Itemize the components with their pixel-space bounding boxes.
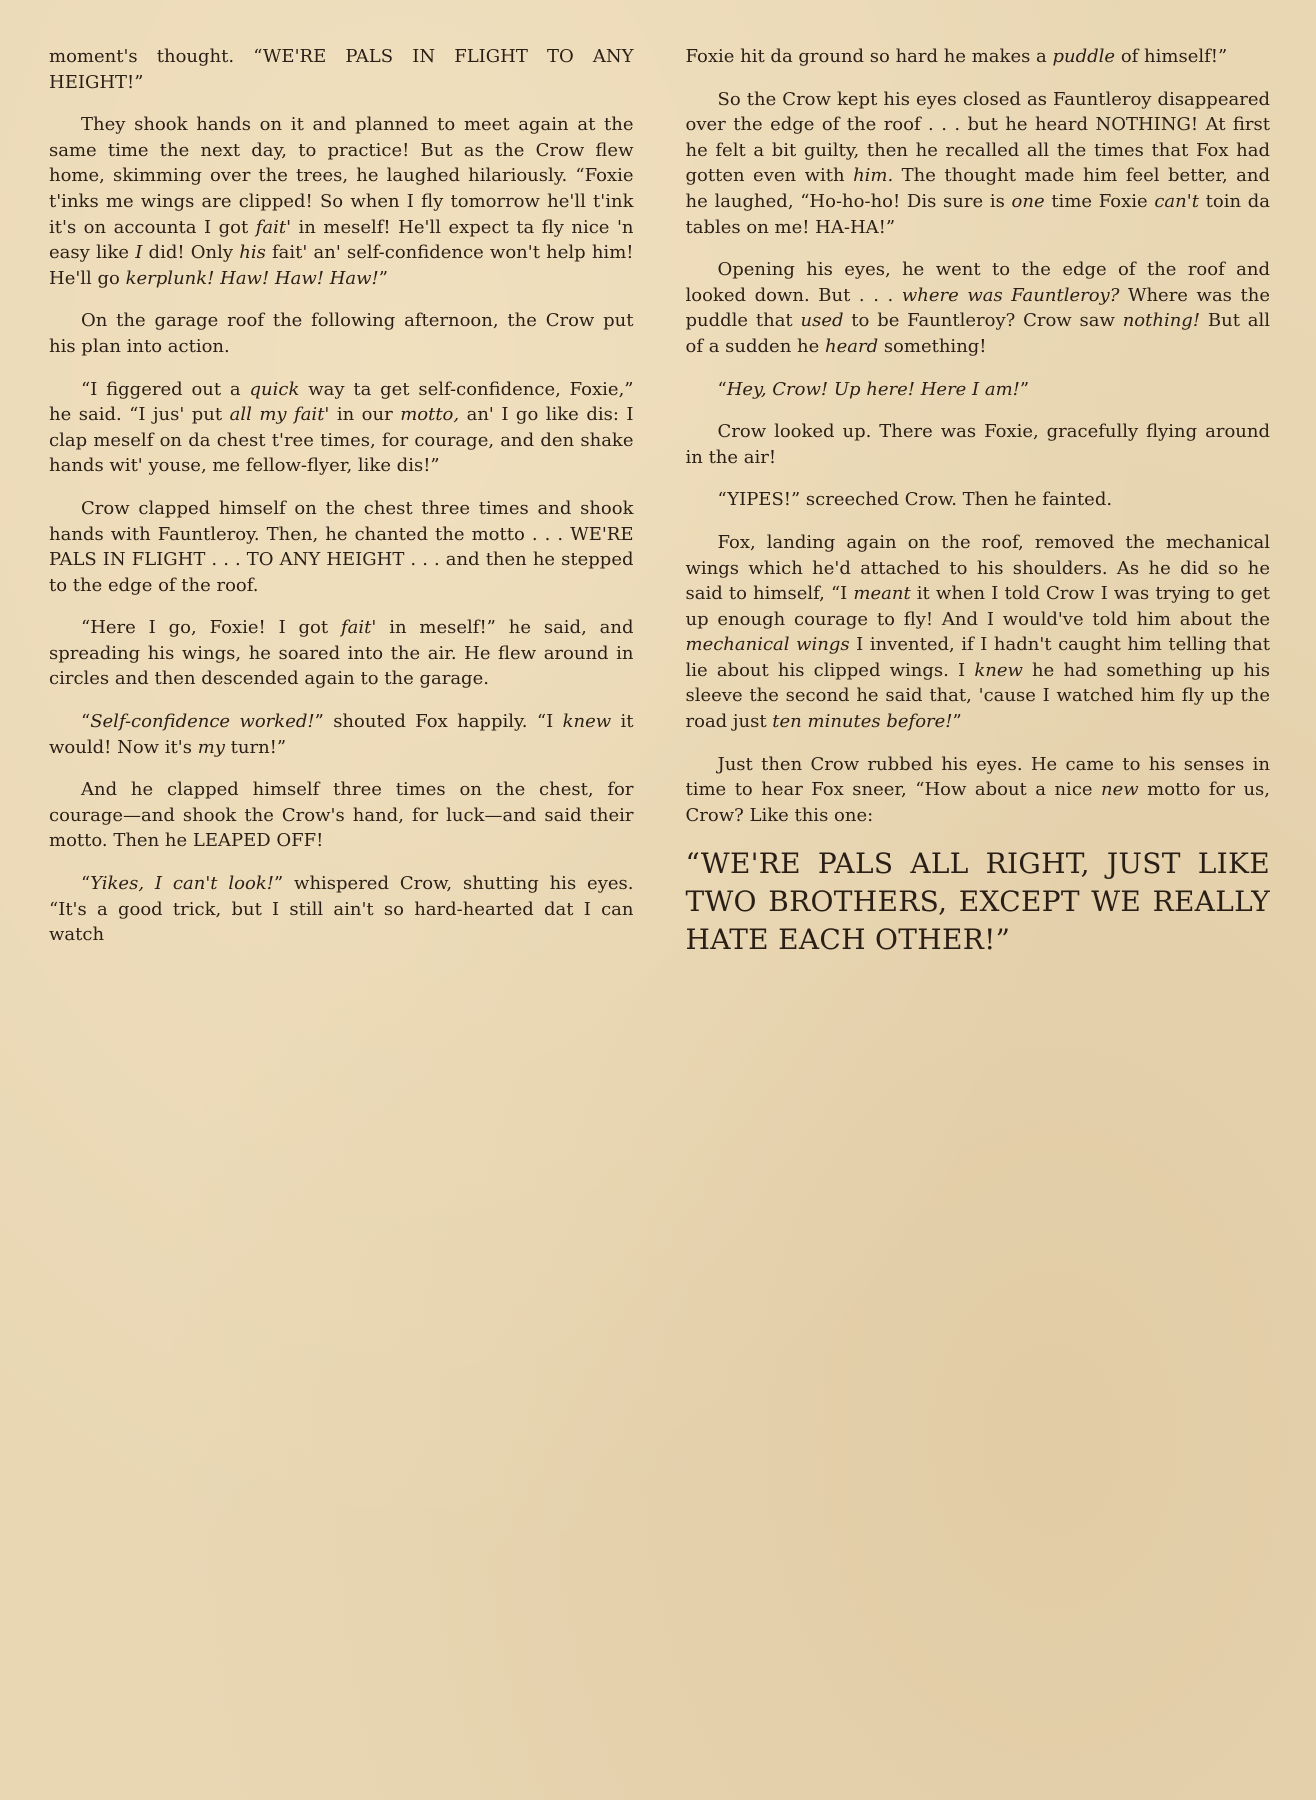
text-run: ” bbox=[1019, 378, 1030, 400]
text-run: “ bbox=[81, 711, 91, 733]
italic-text: knew bbox=[562, 711, 612, 733]
italic-text: mechanical wings bbox=[685, 634, 850, 656]
text-run: “ bbox=[717, 378, 727, 400]
italic-text: Self-confidence worked! bbox=[90, 711, 315, 733]
italic-text: nothing! bbox=[1122, 310, 1201, 332]
text-run: ” bbox=[378, 267, 388, 289]
text-run: Where was the puddle that bbox=[685, 284, 1270, 332]
italic-text: quick bbox=[249, 378, 300, 400]
text-run: in meself!” he said, and spreading his wings, he soared into the air. He flew around in circles and then descended again to the garage. bbox=[49, 617, 634, 690]
text-run: in meself! He'll expect ta fly nice 'n easy like bbox=[49, 216, 634, 264]
paragraph bbox=[49, 709, 634, 760]
paragraph bbox=[49, 871, 634, 948]
closing-motto bbox=[686, 845, 1271, 959]
text-run: “YIPES!” screeched Crow. Then he fainted. bbox=[717, 489, 1113, 511]
paragraph bbox=[49, 615, 634, 692]
text-run: Fox, landing again on the roof, removed the mechanical wings which he'd attached to his shoulders. As he did so he said to himself, “I bbox=[685, 531, 1270, 605]
italic-text: Hey, Crow! Up here! Here I am! bbox=[726, 378, 1020, 400]
paragraph bbox=[686, 752, 1271, 829]
italic-text: my bbox=[197, 736, 225, 758]
text-run: motto for us, Crow? Like this one: bbox=[685, 779, 1270, 826]
italic-text: motto, bbox=[400, 404, 460, 426]
text-run: toin da tables on me! HA-HA!” bbox=[685, 190, 1271, 238]
text-run: moment's thought. “WE'RE PALS IN FLIGHT TO ANY HEIGHT!” bbox=[49, 46, 634, 93]
text-run: ” shouted Fox happily. “I bbox=[314, 711, 563, 733]
text-run: “Here I go, Foxie! I got bbox=[81, 617, 341, 639]
text-run: Crow clapped himself on the chest three times and shook hands with Fauntleroy. Then, he chanted the motto . . . WE'RE PALS IN FLIGHT . . . TO ANY HEIGHT . . . and then he stepped to the edge of the roof. bbox=[49, 497, 634, 596]
paragraph bbox=[686, 530, 1271, 735]
text-run: ” bbox=[952, 711, 962, 733]
text-run: something! bbox=[878, 335, 987, 357]
italic-text: one bbox=[1011, 190, 1045, 212]
text-run: an' I go like dis: I clap meself on da chest t'ree times, for courage, and den shake hands wit' youse, me fellow-flyer, like dis!” bbox=[49, 404, 634, 477]
paragraph bbox=[49, 377, 634, 479]
text-run: The thought made him feel better, and he laughed, “Ho-ho-ho! Dis sure is bbox=[685, 165, 1270, 212]
paragraph bbox=[686, 487, 1271, 513]
italic-text: Yikes, I can't look! bbox=[90, 873, 274, 895]
text-run: “ bbox=[81, 873, 91, 895]
text-run: he had something up his sleeve the second he said that, 'cause I watched him fly up the road just bbox=[685, 659, 1270, 733]
text-run: “WE'RE PALS ALL RIGHT, JUST LIKE TWO BROTHERS, EXCEPT WE REALLY HATE EACH OTHER!” bbox=[685, 847, 1270, 957]
text-run: Opening his eyes, he went to the edge of the roof and looked down. But . . . bbox=[685, 259, 1270, 306]
text-run: to be Fauntleroy? Crow saw bbox=[843, 310, 1123, 332]
italic-text: his bbox=[239, 242, 266, 264]
paragraph bbox=[686, 44, 1271, 70]
text-run: it would! Now it's bbox=[49, 711, 634, 758]
right-text-column bbox=[686, 44, 1271, 1800]
italic-text: fait' bbox=[341, 617, 377, 639]
paragraph bbox=[49, 496, 634, 598]
text-run: in our bbox=[329, 404, 401, 426]
italic-text: kerplunk! Haw! Haw! Haw! bbox=[125, 267, 379, 289]
text-run: Crow looked up. There was Foxie, gracefully flying around in the air! bbox=[685, 421, 1270, 468]
italic-text: all my fait' bbox=[229, 404, 330, 426]
text-run: time Foxie bbox=[1044, 190, 1155, 212]
text-run: So the Crow kept his eyes closed as Fauntleroy disappeared over the edge of the roof . . . but he heard NOTHING! At first he felt a bit guilty, then he recalled all the times that Fox had gotten even with bbox=[685, 88, 1270, 187]
italic-text: knew bbox=[974, 659, 1023, 681]
left-text-column bbox=[49, 44, 634, 1800]
italic-text: meant bbox=[853, 583, 911, 605]
text-run: way ta get self-confidence, Foxie,” he said. “I jus' put bbox=[49, 378, 634, 426]
italic-text: where was Fauntleroy? bbox=[901, 284, 1120, 306]
italic-text: I bbox=[135, 242, 143, 264]
text-run: Just then Crow rubbed his eyes. He came to his senses in time to hear Fox sneer, “How about a nice bbox=[685, 753, 1270, 801]
italic-text: puddle bbox=[1052, 46, 1116, 67]
text-run: ” whispered Crow, shutting his eyes. “It's a good trick, but I still ain't so hard-hearted dat I can watch bbox=[49, 873, 634, 946]
italic-text: fait' bbox=[255, 216, 292, 238]
paragraph bbox=[686, 87, 1271, 241]
text-run: And he clapped himself three times on the chest, for courage—and shook the Crow's hand, for luck—and said their motto. Then he LEAPED OFF! bbox=[49, 779, 634, 852]
text-run: turn!” bbox=[224, 736, 287, 758]
paragraph bbox=[49, 112, 634, 291]
paragraph bbox=[686, 419, 1271, 470]
text-run: But all of a sudden he bbox=[685, 310, 1270, 357]
text-run: Foxie hit da ground so hard he makes a bbox=[685, 46, 1053, 67]
italic-text: new bbox=[1101, 779, 1139, 801]
italic-text: heard bbox=[824, 335, 879, 357]
paragraph bbox=[49, 308, 634, 359]
text-run: On the garage roof the following afternoon, the Crow put his plan into action. bbox=[49, 310, 634, 357]
paragraph bbox=[49, 777, 634, 854]
paragraph bbox=[686, 257, 1271, 359]
text-run: “I figgered out a bbox=[81, 378, 250, 400]
text-run: They shook hands on it and planned to meet again at the same time the next day, to practice! But as the Crow flew home, skimming over the trees, he laughed hilariously. “Foxie t'inks me wings are clipped! So when I fly tomorrow he'll t'ink it's on accounta I got bbox=[49, 114, 634, 238]
italic-text: him. bbox=[853, 165, 894, 187]
text-run: did! Only bbox=[142, 242, 240, 264]
paragraph bbox=[686, 377, 1271, 403]
paragraph bbox=[49, 44, 634, 95]
text-run: I invented, if I hadn't caught him telling that lie about his clipped wings. I bbox=[685, 634, 1270, 681]
italic-text: ten minutes before! bbox=[772, 711, 953, 733]
text-run: it when I told Crow I was trying to get up enough courage to fly! And I would've told him about the bbox=[685, 583, 1270, 630]
italic-text: can't bbox=[1154, 190, 1199, 212]
text-run: fait' an' self-confidence won't help him! He'll go bbox=[49, 242, 634, 289]
italic-text: used bbox=[800, 310, 844, 332]
text-run: of himself!” bbox=[1115, 46, 1228, 67]
